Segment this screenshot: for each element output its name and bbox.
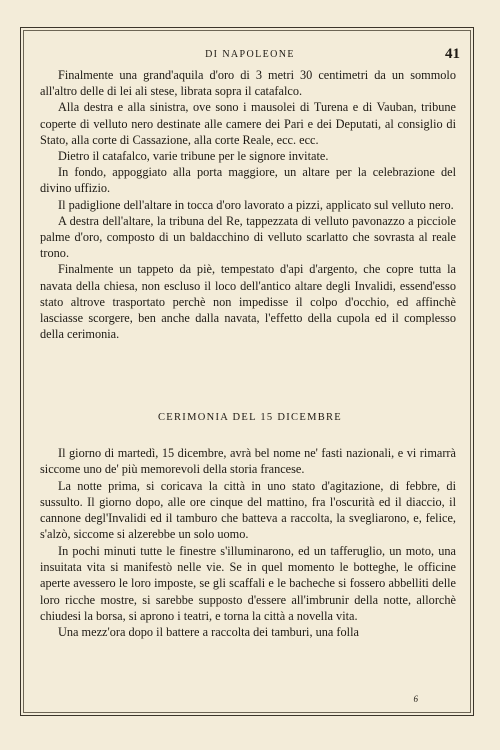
paragraph: In pochi minuti tutte le finestre s'illuminarono, ed un tafferuglio, un moto, una insuitata vita si manifestò nelle vie. Se in quel momento le botteghe, le officine aperte avessero le loro imposte, se gli scaffali e le bacheche si fossero abbelliti delle loro ricche mostre, si sarebbe supposto d'essere all'imbrunir della notte, allorchè chiudesi la borsa, si aprono i teatri, e torna la città a novella vita.: [40, 543, 456, 623]
paragraph: In fondo, appoggiato alla porta maggiore, un altare per la celebrazione del divino uffizio.: [40, 165, 456, 196]
paragraph: Finalmente un tappeto da piè, tempestato d'api d'argento, che copre tutta la navata della chiesa, non escluso il loco dell'antico altare degli Invalidi, essend'esso stato altrove trasportato perchè non impedisse il colpo d'occhio, ed affinchè lasciasse scorgere, ben anche dalla navata, l'effetto della cupola ed il complesso della cerimonia.: [40, 262, 456, 342]
running-title: DI NAPOLEONE: [205, 49, 295, 60]
paragraph: A destra dell'altare, la tribuna del Re, tappezzata di velluto pavonazzo a picciole palme d'oro, composto di un baldacchino di velluto scarlatto che sovrasta al reale trono.: [40, 213, 456, 261]
signature-mark: 6: [413, 694, 418, 704]
paragraph: Una mezz'ora dopo il battere a raccolta dei tamburi, una folla: [58, 625, 359, 640]
paragraph: Finalmente una grand'aquila d'oro di 3 metri 30 centimetri da un sommolo all'altro delle di lei ali stese, librata sopra il catafalco.: [40, 68, 456, 99]
paragraph: Il giorno di martedì, 15 dicembre, avrà bel nome ne' fasti nazionali, e vi rimarrà siccome uno de' più memorevoli della storia francese.: [40, 446, 456, 477]
page-number: 41: [445, 46, 460, 62]
running-header: [0, 48, 500, 64]
paragraph: Il padiglione dell'altare in tocca d'oro lavorato a pizzi, applicato sul velluto nero.: [58, 197, 454, 212]
section-one-text: [40, 67, 456, 342]
section-two-text: [40, 445, 456, 641]
paragraph: La notte prima, si coricava la città in uno stato d'agitazione, di febbre, di sussulto. Il giorno dopo, alle ore cinque del mattino, fra l'oscurità ed il diaccio, il cannone degl'Invalidi ed il tamburo che batteva a raccolta, la svegliarono, e, felice, s'alzò, siccome si alzerebbe un solo uomo.: [40, 478, 456, 542]
paragraph: Dietro il catafalco, varie tribune per le signore invitate.: [58, 149, 329, 164]
section-heading: CERIMONIA DEL 15 DICEMBRE: [157, 412, 343, 423]
paragraph: Alla destra e alla sinistra, ove sono i mausolei di Turena e di Vauban, tribune coperte di velluto nero destinate alle camere dei Pari e dei Deputati, al consiglio di Stato, alla corte di Cassazione, alla corte Reale, ecc. ecc.: [40, 100, 456, 147]
